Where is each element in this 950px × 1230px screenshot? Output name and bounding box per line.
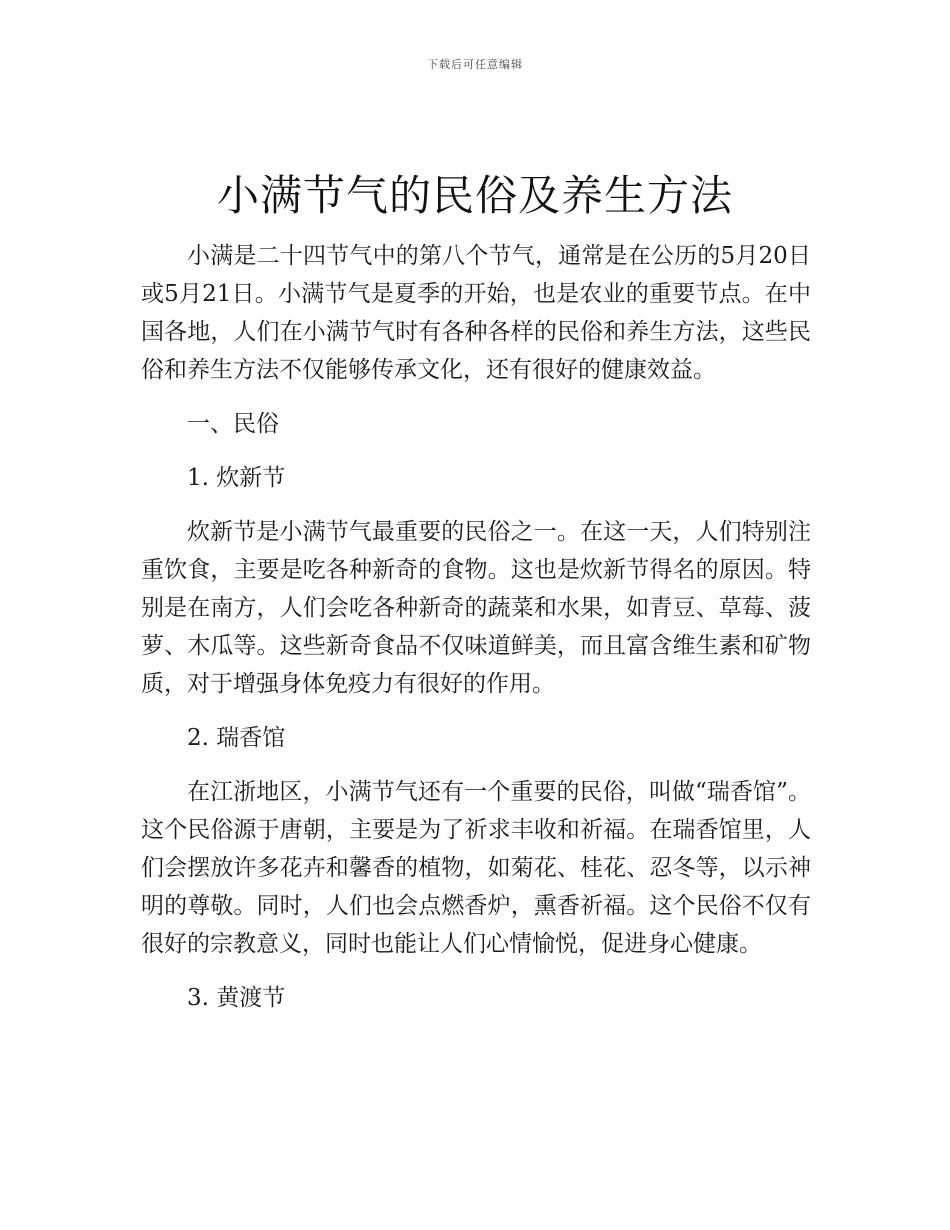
subheading-chuixin-festival: 1. 炊新节 — [187, 465, 286, 491]
page-header: 下载后可任意编辑 — [427, 58, 523, 71]
document-title: 小满节气的民俗及养生方法 — [216, 171, 733, 220]
paragraph-ruixiang-hall: 在江浙地区，小满节气还有一个重要的民俗，叫做“瑞香馆”。这个民俗源于唐朝，主要是为了祈求丰收和祈福。在瑞香馆里，人们会摆放许多花卉和馨香的植物，如菊花、桂花、忍冬等，以示神明的尊敬。同时，人们也会点燃香炉，熏香祈福。这个民俗不仅有很好的宗教意义，同时也能让人们心情愉悦，促进身心健康。 — [141, 779, 811, 957]
document-body — [141, 237, 811, 1033]
subheading-huangdu-festival: 3. 黄渡节 — [187, 985, 286, 1011]
subheading-ruixiang-hall: 2. 瑞香馆 — [187, 725, 286, 751]
paragraph-chuixin-festival: 炊新节是小满节气最重要的民俗之一。在这一天，人们特别注重饮食，主要是吃各种新奇的食物。这也是炊新节得名的原因。特别是在南方，人们会吃各种新奇的蔬菜和水果，如青豆、草莓、菠萝、木瓜等。这些新奇食品不仅味道鲜美，而且富含维生素和矿物质，对于增强身体免疫力有很好的作用。 — [141, 519, 811, 697]
section-heading-folk-customs: 一、民俗 — [187, 411, 279, 437]
intro-paragraph: 小满是二十四节气中的第八个节气，通常是在公历的5月20日或5月21日。小满节气是夏季的开始，也是农业的重要节点。在中国各地，人们在小满节气时有各种各样的民俗和养生方法，这些民俗和养生方法不仅能够传承文化，还有很好的健康效益。 — [141, 243, 811, 383]
